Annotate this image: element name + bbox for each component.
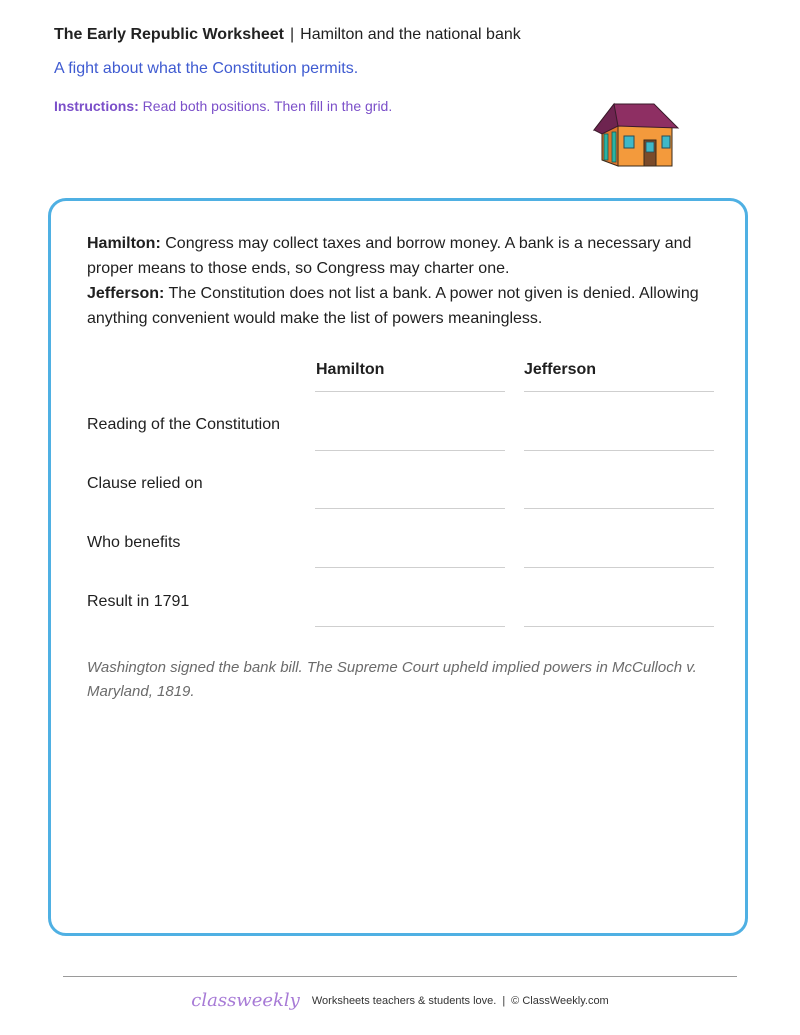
worksheet-name: The Early Republic Worksheet — [54, 26, 284, 43]
answer-line-hamilton-reading[interactable] — [315, 450, 505, 451]
worksheet-card — [48, 198, 748, 936]
hamilton-position — [87, 231, 727, 281]
answer-line-hamilton-clause[interactable] — [315, 508, 505, 509]
house-icon — [588, 100, 680, 172]
header-rule — [524, 391, 714, 392]
row-label-benefits: Who benefits — [87, 534, 181, 551]
footer — [0, 990, 800, 1011]
classweekly-logo: classweekly — [191, 990, 300, 1011]
title-separator: | — [290, 26, 295, 43]
hamilton-text: Congress may collect taxes and borrow money. A bank is a necessary and proper means to those ends, so Congress may charter one. — [87, 235, 692, 277]
worksheet-subtitle: A fight about what the Constitution permits. — [54, 60, 359, 77]
column-header-hamilton: Hamilton — [316, 361, 385, 378]
answer-line-jefferson-clause[interactable] — [524, 508, 714, 509]
jefferson-text: The Constitution does not list a bank. A power not given is denied. Allowing anything convenient would make the list of powers meaningless. — [87, 285, 699, 327]
answer-line-hamilton-benefits[interactable] — [315, 567, 505, 568]
hamilton-label: Hamilton: — [87, 235, 161, 252]
answer-line-jefferson-benefits[interactable] — [524, 567, 714, 568]
footer-separator: | — [502, 995, 506, 1007]
instructions — [54, 98, 392, 114]
answer-line-jefferson-reading[interactable] — [524, 450, 714, 451]
row-label-result: Result in 1791 — [87, 593, 190, 610]
positions-passage — [87, 231, 727, 331]
instructions-text: Read both positions. Then fill in the grid. — [142, 98, 393, 114]
jefferson-position — [87, 281, 727, 331]
footer-rule — [63, 976, 737, 977]
historical-note: Washington signed the bank bill. The Supreme Court upheld implied powers in McCulloch v. Maryland, 1819. — [87, 659, 697, 700]
row-label-clause: Clause relied on — [87, 475, 203, 492]
column-header-jefferson: Jefferson — [524, 361, 597, 378]
worksheet-topic: Hamilton and the national bank — [300, 26, 521, 43]
answer-line-jefferson-result[interactable] — [524, 626, 714, 627]
answer-line-hamilton-result[interactable] — [315, 626, 505, 627]
worksheet-title — [54, 26, 521, 44]
footer-copyright: © ClassWeekly.com — [511, 995, 609, 1007]
row-label-reading: Reading of the Constitution — [87, 416, 281, 433]
footer-tagline: Worksheets teachers & students love. — [311, 995, 497, 1007]
header-rule — [315, 391, 505, 392]
instructions-label: Instructions: — [54, 98, 139, 114]
jefferson-label: Jefferson: — [87, 285, 165, 302]
